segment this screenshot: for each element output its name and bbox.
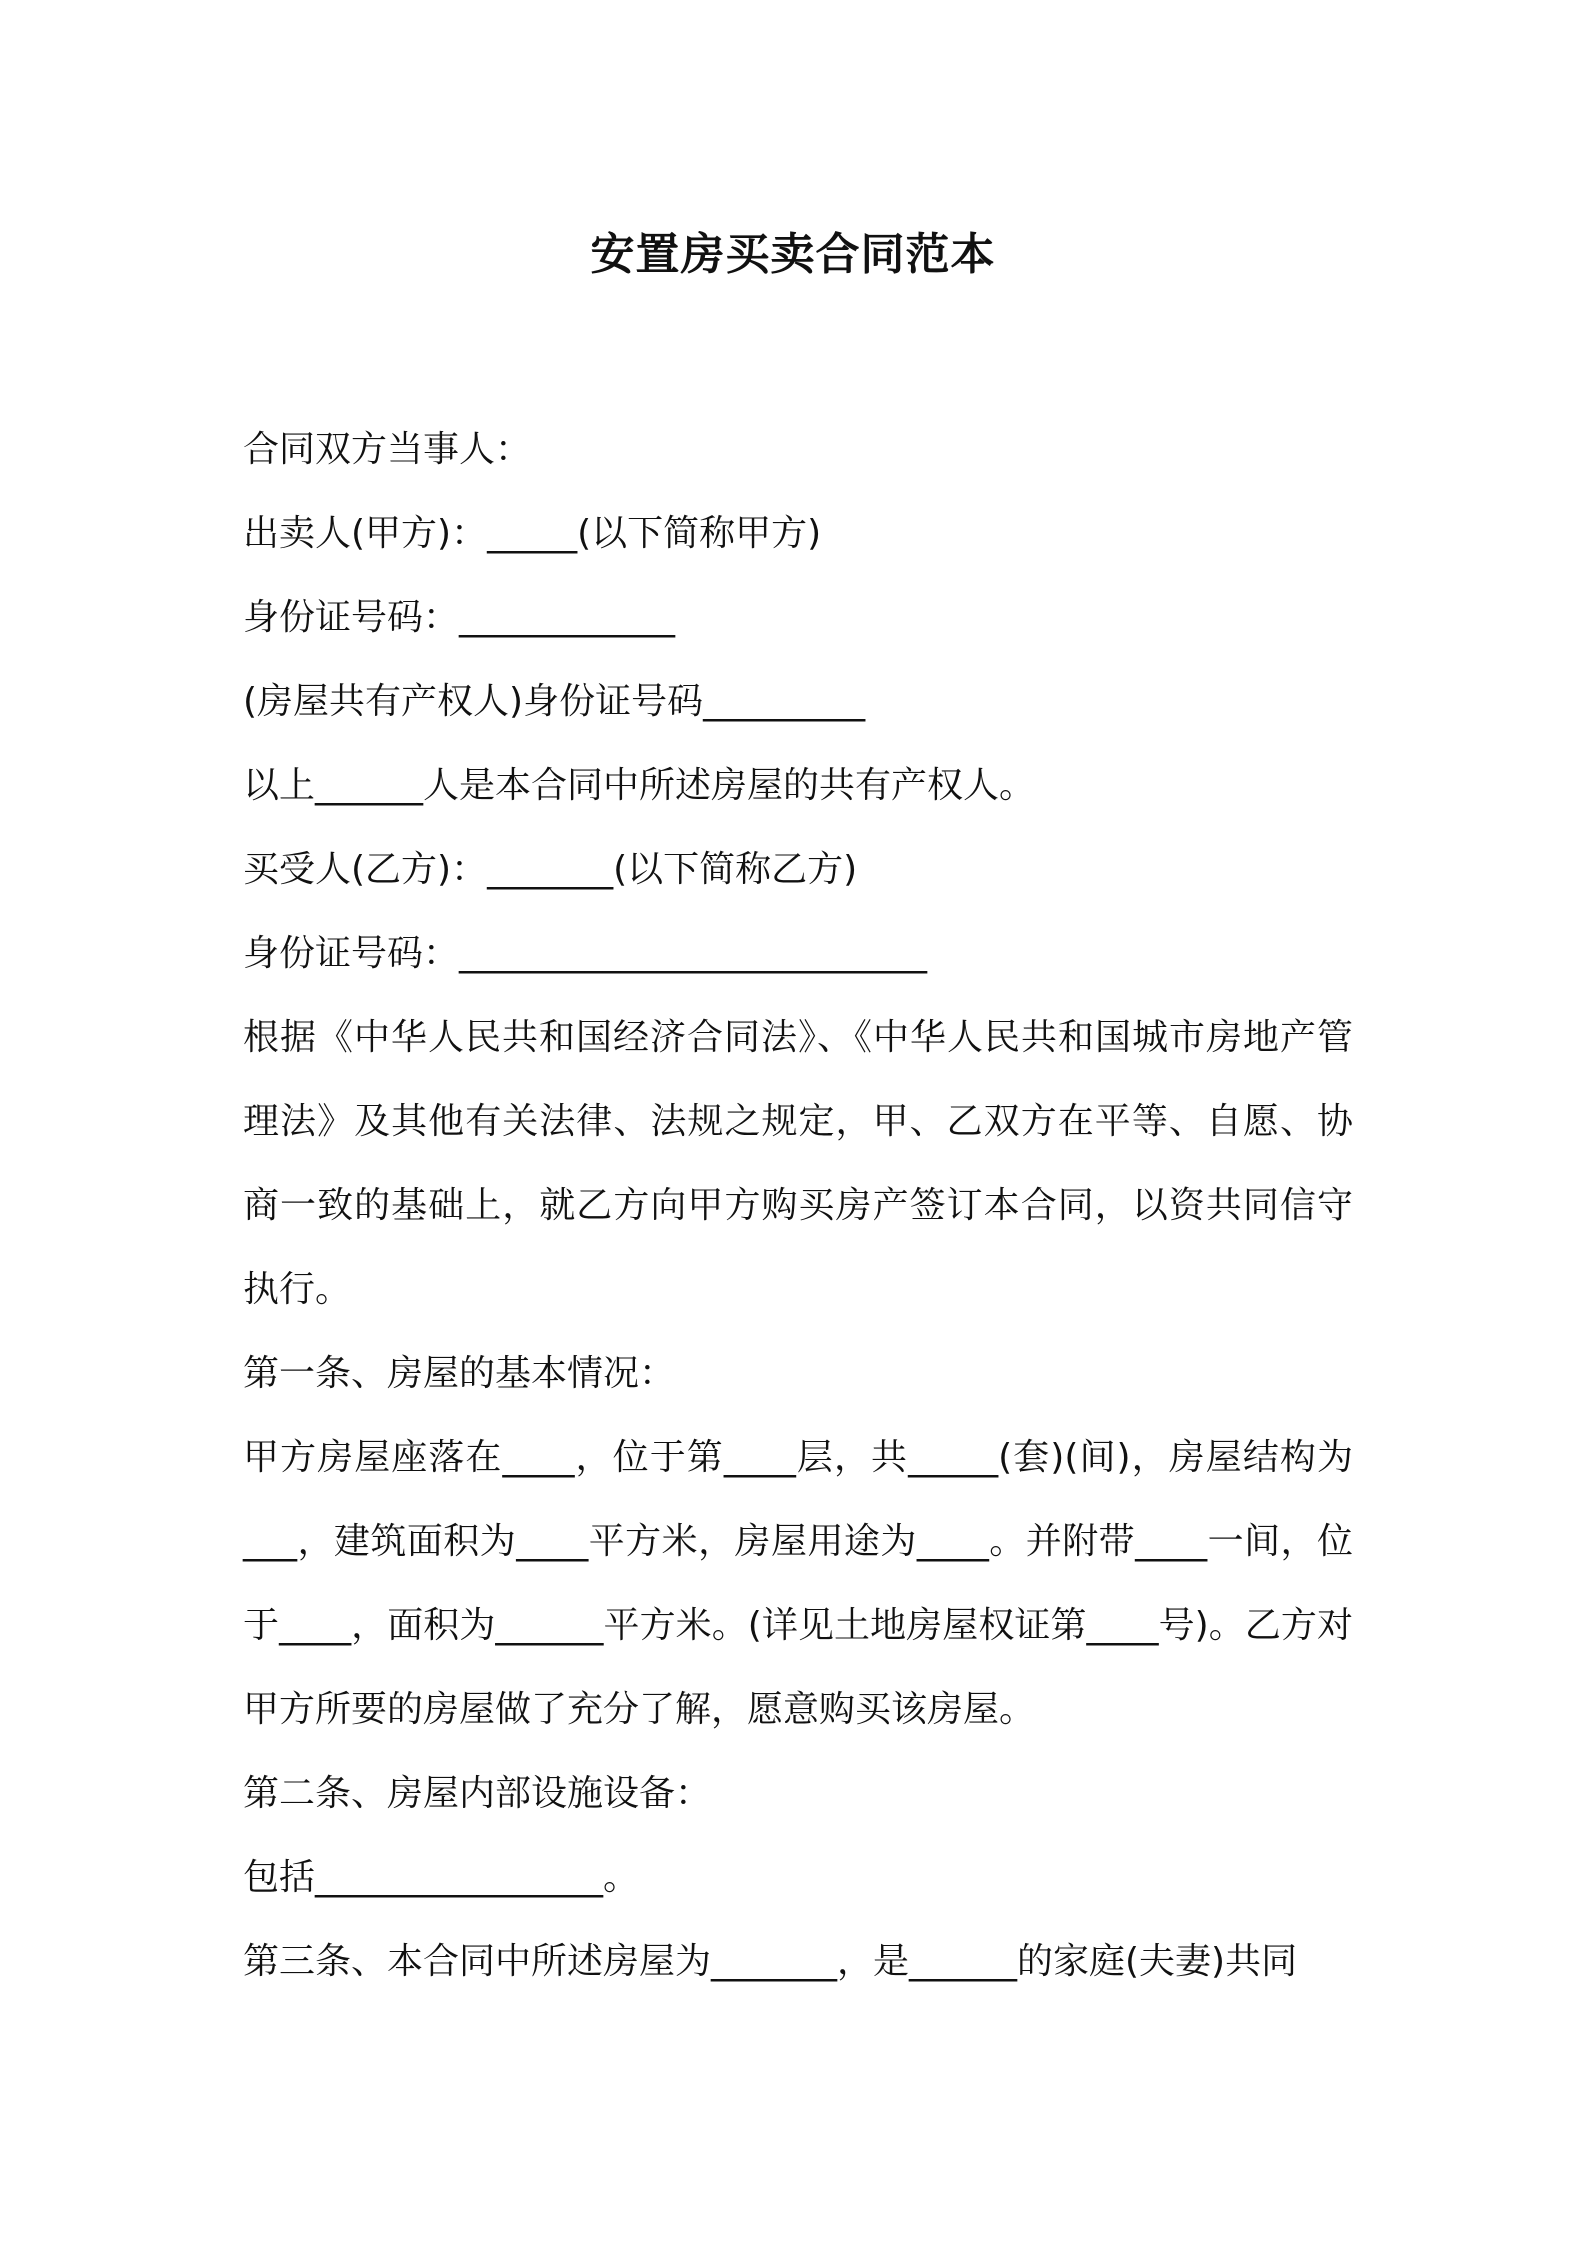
document-body: [243, 408, 1353, 2004]
buyer-line: 买受人(乙方)：_______(以下简称乙方): [243, 849, 858, 890]
article-1-body: 甲方房屋座落在____，位于第____层，共_____(套)(间)，房屋结构为___，建筑面积为____平方米，房屋用途为____。并附带____一间，位于____，面积为______平方米。(详见土地房屋权证第____号)。乙方对甲方所要的房屋做了充分了解，愿意购买该房屋。: [243, 1437, 1353, 1730]
article-3-line: 第三条、本合同中所述房屋为_______，是______的家庭(夫妻)共同: [243, 1941, 1298, 1982]
buyer-id-line: 身份证号码：__________________________: [243, 933, 928, 974]
parties-heading: 合同双方当事人：: [243, 429, 532, 470]
seller-line: 出卖人(甲方)：_____(以下简称甲方): [243, 513, 822, 554]
seller-id-line: 身份证号码：____________: [243, 597, 676, 638]
legal-basis-paragraph: 根据《中华人民共和国经济合同法》、《中华人民共和国城市房地产管理法》及其他有关法律、法规之规定，甲、乙双方在平等、自愿、协商一致的基础上，就乙方向甲方购买房产签订本合同，以资共同信守执行。: [243, 1017, 1353, 1310]
article-2-body: 包括________________。: [243, 1857, 640, 1898]
co-owner-id-line: (房屋共有产权人)身份证号码_________: [243, 681, 866, 722]
co-owners-count-line: 以上______人是本合同中所述房屋的共有产权人。: [243, 765, 1036, 806]
document-title: 安置房买卖合同范本: [590, 229, 996, 280]
article-2-heading: 第二条、房屋内部设施设备：: [243, 1773, 712, 1814]
article-1-heading: 第一条、房屋的基本情况：: [243, 1353, 676, 1394]
